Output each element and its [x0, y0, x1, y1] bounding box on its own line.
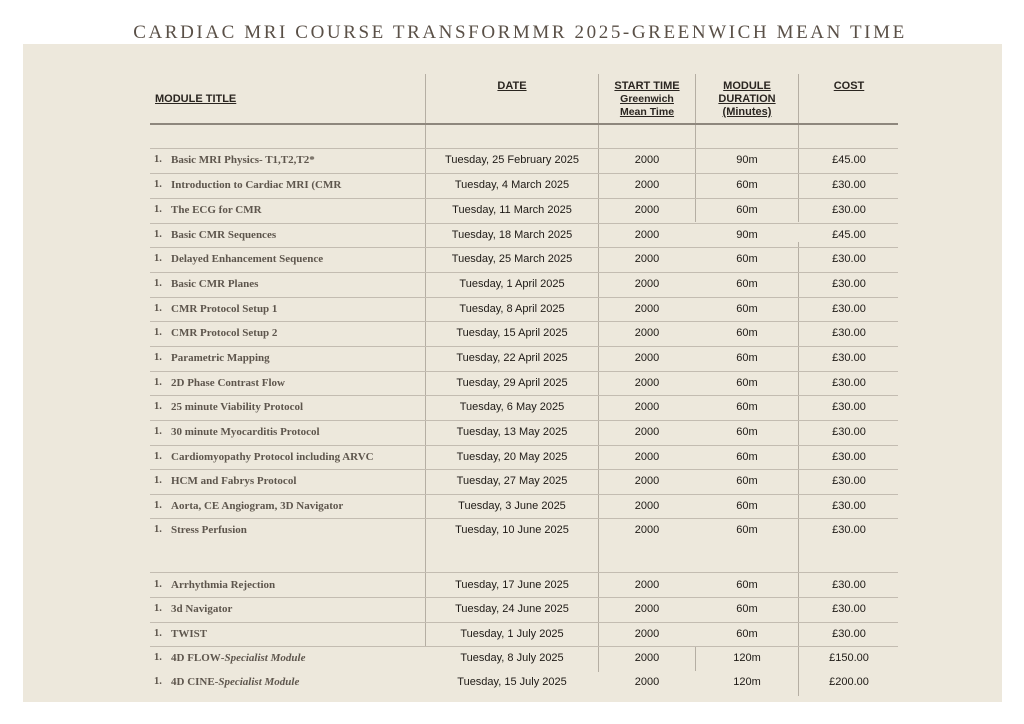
module-title-text: Basic MRI Physics- T1,T2,T2*: [171, 154, 315, 166]
module-duration: 60m: [736, 500, 758, 512]
module-title-text: Parametric Mapping: [171, 352, 270, 364]
row-number: 1.: [154, 603, 162, 614]
row-number: 1.: [154, 253, 162, 264]
module-title: [171, 426, 320, 438]
row-number: 1.: [154, 652, 162, 663]
module-duration: 60m: [736, 179, 758, 191]
module-date: Tuesday, 29 April 2025: [456, 377, 568, 389]
module-duration: 60m: [736, 603, 758, 615]
module-start-time: 2000: [634, 603, 660, 615]
table-row: [0, 401, 1024, 421]
module-title-text: Introduction to Cardiac MRI (CMR: [171, 179, 342, 191]
module-title: [171, 204, 262, 216]
module-cost: £30.00: [832, 475, 866, 487]
module-duration: 60m: [736, 628, 758, 640]
module-cost: £30.00: [832, 352, 866, 364]
module-title-text: CMR Protocol Setup 2: [171, 327, 278, 339]
module-title: [171, 628, 207, 640]
module-start-time: 2000: [634, 451, 660, 463]
module-title-text: CMR Protocol Setup 1: [171, 303, 278, 315]
module-title-text: 2D Phase Contrast Flow: [171, 377, 285, 389]
module-cost: £30.00: [832, 377, 866, 389]
module-title: [171, 451, 374, 463]
module-cost: £30.00: [832, 603, 866, 615]
row-number: 1.: [154, 475, 162, 486]
module-duration: 60m: [736, 579, 758, 591]
module-start-time: 2000: [634, 475, 660, 487]
module-date: Tuesday, 1 July 2025: [460, 628, 564, 640]
module-date: Tuesday, 10 June 2025: [455, 524, 569, 536]
module-title: [171, 500, 343, 512]
row-number: 1.: [154, 401, 162, 412]
module-title-text: Aorta, CE Angiogram, 3D Navigator: [171, 500, 344, 512]
table-row: [0, 451, 1024, 471]
module-date: Tuesday, 6 May 2025: [459, 401, 565, 413]
table-row: [0, 475, 1024, 495]
module-cost: £30.00: [832, 278, 866, 290]
module-start-time: 2000: [634, 327, 660, 339]
module-title: [171, 179, 341, 191]
module-cost: £200.00: [829, 676, 869, 688]
module-title: [171, 253, 323, 265]
module-date: Tuesday, 27 May 2025: [456, 475, 568, 487]
module-cost: £30.00: [832, 179, 866, 191]
module-title: [171, 327, 277, 339]
module-cost: £30.00: [832, 579, 866, 591]
module-title: [171, 524, 247, 536]
module-date: Tuesday, 18 March 2025: [451, 229, 573, 241]
module-title: [171, 303, 277, 315]
header-duration-sub: (Minutes): [722, 106, 772, 118]
module-date: Tuesday, 11 March 2025: [452, 204, 572, 216]
module-duration: 60m: [736, 401, 758, 413]
row-number: 1.: [154, 352, 162, 363]
module-title: [171, 229, 276, 241]
row-number: 1.: [154, 451, 162, 462]
row-number: 1.: [154, 327, 162, 338]
row-number: 1.: [154, 500, 162, 511]
header-cost: COST: [833, 80, 865, 92]
table-row: [0, 327, 1024, 347]
module-title: [171, 352, 270, 364]
module-date: Tuesday, 22 April 2025: [456, 352, 568, 364]
row-number: 1.: [154, 154, 162, 165]
table-row: [0, 204, 1024, 224]
module-title-text: 4D FLOW: [171, 652, 221, 664]
row-number: 1.: [154, 179, 162, 190]
module-cost: £30.00: [832, 204, 866, 216]
table-row: [0, 303, 1024, 323]
module-start-time: 2000: [634, 524, 660, 536]
row-number: 1.: [154, 676, 162, 687]
module-title-text: Basic CMR Sequences: [171, 229, 277, 241]
table-row: [0, 229, 1024, 249]
module-start-time: 2000: [634, 229, 660, 241]
module-start-time: 2000: [634, 278, 660, 290]
module-title-text: Cardiomyopathy Protocol including ARVC: [171, 451, 374, 463]
module-date: Tuesday, 15 April 2025: [456, 327, 568, 339]
header-duration-label: MODULE DURATION: [718, 80, 776, 105]
table-row: [0, 500, 1024, 520]
module-duration: 60m: [736, 426, 758, 438]
module-start-time: 2000: [634, 253, 660, 265]
module-duration: 60m: [736, 352, 758, 364]
row-number: 1.: [154, 278, 162, 289]
module-title-text: 30 minute Myocarditis Protocol: [171, 426, 320, 438]
module-cost: £30.00: [832, 426, 866, 438]
module-start-time: 2000: [634, 179, 660, 191]
module-title-text: Arrhythmia Rejection: [171, 579, 276, 591]
row-number: 1.: [154, 579, 162, 590]
module-title: [171, 603, 232, 615]
table-row: [0, 603, 1024, 623]
module-date: Tuesday, 15 July 2025: [457, 676, 567, 688]
table-row: [0, 652, 1024, 672]
module-duration: 60m: [736, 303, 758, 315]
row-number: 1.: [154, 204, 162, 215]
module-cost: £150.00: [829, 652, 869, 664]
header-start-time-sub: Greenwich Mean Time: [619, 93, 675, 118]
module-title-text: HCM and Fabrys Protocol: [171, 475, 297, 487]
module-date: Tuesday, 3 June 2025: [458, 500, 566, 512]
module-date: Tuesday, 17 June 2025: [455, 579, 569, 591]
module-date: Tuesday, 8 April 2025: [459, 303, 565, 315]
row-number: 1.: [154, 229, 162, 240]
module-duration: 60m: [736, 475, 758, 487]
table-row: [0, 154, 1024, 174]
module-start-time: 2000: [634, 377, 660, 389]
module-start-time: 2000: [634, 401, 660, 413]
module-cost: £30.00: [832, 253, 866, 265]
row-number: 1.: [154, 377, 162, 388]
module-cost: £30.00: [832, 303, 866, 315]
header-rule: [150, 123, 898, 125]
module-duration: 60m: [736, 253, 758, 265]
row-divider: [150, 572, 898, 573]
module-duration: 60m: [736, 278, 758, 290]
module-start-time: 2000: [634, 500, 660, 512]
module-duration: 90m: [736, 229, 758, 241]
table-row: [0, 426, 1024, 446]
module-title-text: The ECG for CMR: [171, 204, 262, 216]
module-start-time: 2000: [634, 652, 660, 664]
module-title-text: Stress Perfusion: [171, 524, 247, 536]
module-start-time: 2000: [634, 154, 660, 166]
module-cost: £30.00: [832, 401, 866, 413]
module-date: Tuesday, 4 March 2025: [454, 179, 570, 191]
module-start-time: 2000: [634, 579, 660, 591]
table-row: [0, 676, 1024, 696]
module-date: Tuesday, 20 May 2025: [456, 451, 568, 463]
module-cost: £45.00: [832, 154, 866, 166]
module-title-suffix: -Specialist Module: [220, 652, 306, 664]
table-row: [0, 352, 1024, 372]
page-title: CARDIAC MRI COURSE TRANSFORMMR 2025-GREENWICH MEAN TIME: [133, 22, 907, 43]
module-duration: 60m: [736, 204, 758, 216]
module-cost: £45.00: [832, 229, 866, 241]
module-date: Tuesday, 25 February 2025: [445, 154, 579, 166]
header-duration: [696, 80, 798, 119]
module-title-text: 3d Navigator: [171, 603, 233, 615]
module-title: [171, 652, 305, 664]
row-number: 1.: [154, 628, 162, 639]
module-title: [171, 401, 303, 413]
module-duration: 120m: [733, 652, 761, 664]
module-start-time: 2000: [634, 676, 660, 688]
header-start-time: [599, 80, 695, 119]
table-row: [0, 179, 1024, 199]
module-date: Tuesday, 8 July 2025: [460, 652, 564, 664]
module-cost: £30.00: [832, 327, 866, 339]
module-duration: 90m: [736, 154, 758, 166]
module-title: [171, 475, 296, 487]
module-date: Tuesday, 25 March 2025: [451, 253, 573, 265]
table-row: [0, 253, 1024, 273]
module-duration: 60m: [736, 451, 758, 463]
row-number: 1.: [154, 524, 162, 535]
module-start-time: 2000: [634, 352, 660, 364]
module-title: [171, 579, 275, 591]
table-row: [0, 579, 1024, 599]
module-date: Tuesday, 13 May 2025: [456, 426, 568, 438]
module-title-text: 25 minute Viability Protocol: [171, 401, 304, 413]
module-date: Tuesday, 1 April 2025: [459, 278, 565, 290]
header-date: DATE: [497, 80, 527, 92]
module-title-text: 4D CINE: [171, 676, 215, 688]
table-row: [0, 377, 1024, 397]
module-cost: £30.00: [832, 451, 866, 463]
module-title: [171, 676, 299, 688]
module-title-text: Basic CMR Planes: [171, 278, 259, 290]
module-title: [171, 377, 285, 389]
module-title: [171, 278, 258, 290]
table-row: [0, 278, 1024, 298]
row-number: 1.: [154, 426, 162, 437]
module-duration: 60m: [736, 327, 758, 339]
module-title-text: TWIST: [171, 628, 208, 640]
module-cost: £30.00: [832, 524, 866, 536]
module-cost: £30.00: [832, 628, 866, 640]
module-cost: £30.00: [832, 500, 866, 512]
table-row: [0, 628, 1024, 648]
module-title-text: Delayed Enhancement Sequence: [171, 253, 324, 265]
module-title-suffix: -Specialist Module: [214, 676, 300, 688]
header-start-time-label: START TIME: [614, 80, 680, 92]
row-number: 1.: [154, 303, 162, 314]
module-start-time: 2000: [634, 204, 660, 216]
module-start-time: 2000: [634, 426, 660, 438]
table-row: [0, 524, 1024, 544]
module-start-time: 2000: [634, 628, 660, 640]
header-module-title: MODULE TITLE: [155, 93, 237, 105]
row-divider: [150, 148, 898, 149]
module-duration: 120m: [733, 676, 761, 688]
module-duration: 60m: [736, 524, 758, 536]
module-date: Tuesday, 24 June 2025: [455, 603, 569, 615]
module-start-time: 2000: [634, 303, 660, 315]
module-title: [171, 154, 315, 166]
module-duration: 60m: [736, 377, 758, 389]
